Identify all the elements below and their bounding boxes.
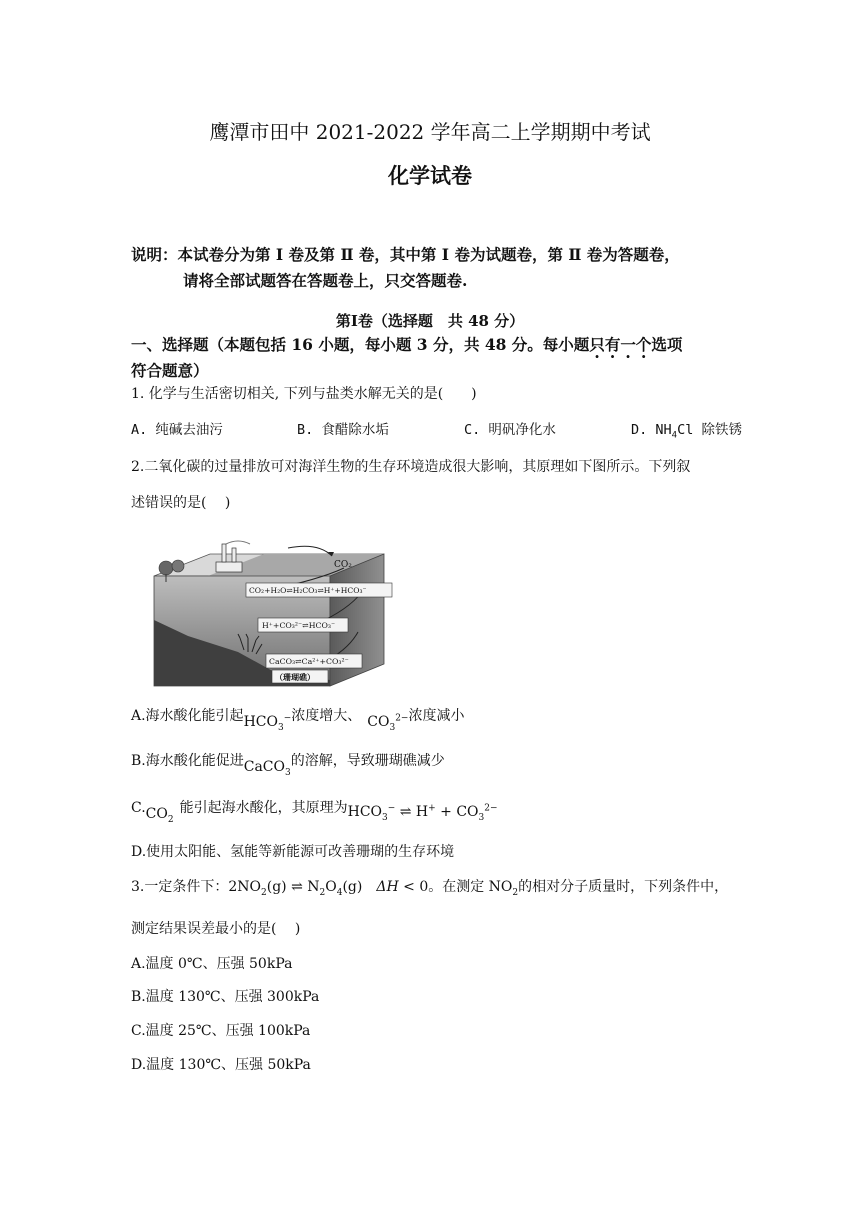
option-text: C.	[131, 800, 146, 816]
question-3-option-c: C.温度 25℃、压强 100kPa	[131, 1023, 311, 1039]
figure-equation-1: CO₂+H₂O⇌H₂CO₃⇌H⁺+HCO₃⁻	[249, 586, 367, 595]
question-3-stem-line-1: 3.一定条件下：$2NO_2(g)$ ⇌ $N_2O_4(g)$ ΔH < 0。在测定 $NO_2$的相对分子质量时，下列条件中，	[131, 879, 729, 898]
formula-equilibrium: $HCO_3^-$ ⇌ $H^+ + CO_3^{2-}$	[347, 803, 498, 823]
option-text: 浓度增大、	[291, 708, 362, 724]
figure-co2-label: CO₂	[334, 560, 352, 570]
question-3-stem-line-2: 测定结果误差最小的是( )	[131, 921, 301, 937]
question-2-option-d: D.使用太阳能、氢能等新能源可改善珊瑚的生存环境	[131, 844, 455, 860]
formula-co2: $CO_2$	[145, 806, 174, 825]
formula-reaction: $2NO_2(g)$ ⇌ $N_2O_4(g)$ ΔH < 0	[228, 879, 429, 898]
part-heading-text-end: 选项	[651, 335, 683, 354]
question-2-stem-line-2: 述错误的是( )	[131, 495, 231, 511]
emphasis-char: 只	[589, 335, 605, 354]
emphasis-char: 个	[635, 335, 652, 354]
part-heading-text: 一、选择题（本题包括 16 小题，每小题 3 分，共 48 分。每小题	[131, 335, 590, 354]
formula-hco3: $HCO_3^-$	[243, 713, 292, 733]
option-text: 能引起海水酸化，其原理为	[179, 800, 348, 816]
question-3-option-b: B.温度 130℃、压强 300kPa	[131, 989, 320, 1005]
figure-equation-3: CaCO₃⇌Ca²⁺+CO₃²⁻	[269, 657, 349, 666]
emphasis-char: 一	[620, 335, 636, 354]
exam-title: 鹰潭市田中 2021-2022 学年高二上学期期中考试	[209, 120, 651, 144]
subscript: 4	[671, 430, 678, 441]
question-1-option-d	[631, 418, 742, 441]
question-1-option-b: B. 食醋除水垢	[297, 422, 389, 438]
instructions-line-1: 说明：本试卷分为第 Ⅰ 卷及第 Ⅱ 卷，其中第 Ⅰ 卷为试题卷，第 Ⅱ 卷为答题卷，	[131, 245, 680, 264]
question-1-option-a: A. 纯碱去油污	[131, 422, 223, 438]
question-1-stem: 1. 化学与生活密切相关, 下列与盐类水解无关的是( )	[131, 386, 477, 402]
question-2-option-a	[131, 705, 465, 733]
question-3-option-a: A.温度 0℃、压强 50kPa	[131, 956, 293, 972]
stem-text: 。在测定 NO	[428, 879, 513, 895]
option-d-text-end: Cl 除铁锈	[677, 422, 742, 438]
emphasis-char: 有	[604, 335, 621, 354]
formula-co3: $CO_3^{2-}$	[367, 713, 409, 733]
section-title: 第Ⅰ卷（选择题 共 48 分）	[335, 312, 525, 330]
question-2-option-b	[131, 750, 445, 778]
option-text: 的溶解，导致珊瑚礁减少	[290, 753, 445, 769]
exam-subtitle: 化学试卷	[388, 163, 472, 188]
instructions-line-2: 请将全部试题答在答题卷上，只交答题卷.	[183, 271, 468, 290]
question-1-option-c: C. 明矾净化水	[464, 422, 556, 438]
formula-caco3: CaCO$_3$	[243, 759, 291, 778]
chimney	[222, 544, 226, 562]
option-text: B.海水酸化能促进	[131, 753, 244, 769]
stem-text: 3.一定条件下：	[131, 879, 229, 895]
question-2-option-c	[131, 797, 498, 825]
option-text: 浓度减小	[408, 708, 465, 724]
part-heading-line-2: 符合题意）	[131, 361, 209, 380]
stem-text: 的相对分子质量时，下列条件中，	[518, 879, 729, 895]
tree	[159, 561, 173, 575]
part-heading	[131, 333, 682, 355]
figure-coral-label: （珊瑚礁）	[275, 673, 315, 682]
question-3-option-d: D.温度 130℃、压强 50kPa	[131, 1057, 311, 1073]
question-2-stem-line-1: 2.二氧化碳的过量排放可对海洋生物的生存环境造成很大影响，其原理如下图所示。下列叙	[131, 459, 691, 475]
option-d-text: D. NH	[631, 422, 672, 438]
factory	[216, 562, 242, 572]
option-text: A.海水酸化能引起	[131, 708, 244, 724]
figure-equation-2: H⁺+CO₃²⁻⇌HCO₃⁻	[262, 621, 336, 630]
ocean-acidification-figure	[148, 540, 410, 688]
